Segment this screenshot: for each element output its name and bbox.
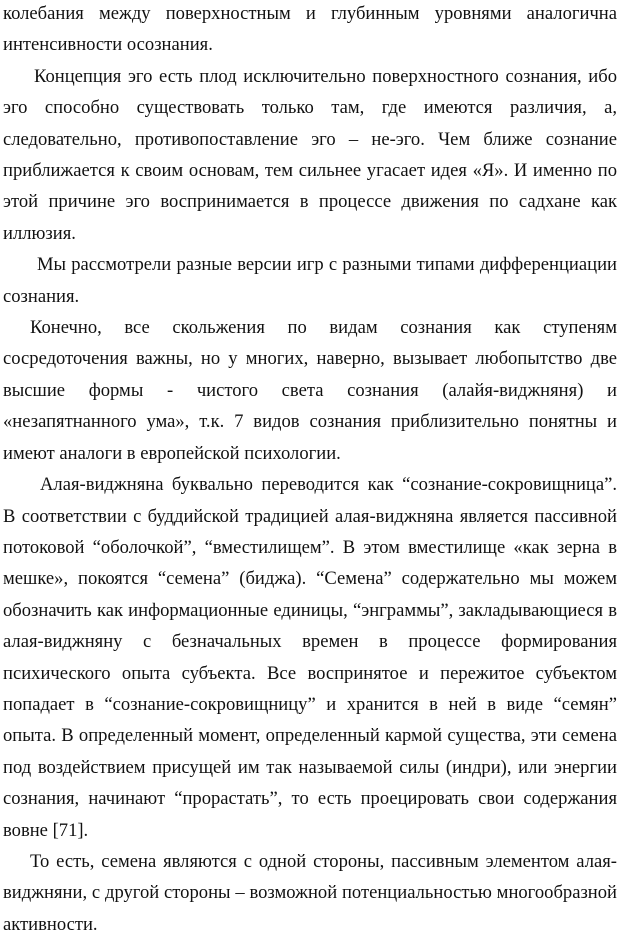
paragraph-higher-forms: Конечно, все скольжения по видам сознания как ступеням сосредоточения важны, но у многих, наверно, вызывает любопытство две высшие формы - чистого света сознания (алайя-виджняня) и «незапятнанного ума», т.к. 7 видов сознания приблизительно понятны и имеют аналоги в европейской психологии. xyxy=(3,317,617,464)
paragraph-ego-concept: Концепция эго есть плод исключительно поверхностного сознания, ибо эго способно существовать только там, где имеются различия, а, следовательно, противопоставление эго – не-эго. Чем ближе сознание приближается к своим основам, тем сильнее угасает идея «Я». И именно по этой причине эго воспринимается в процессе движения по садхане как иллюзия. xyxy=(3,65,617,244)
paragraph-game-versions: Мы рассмотрели разные версии игр с разными типами дифференциации сознания. xyxy=(3,254,617,307)
paragraph-seeds: То есть, семена являются с одной стороны, пассивным элементом алая-виджняни, с другой стороны – возможной потенциальностью многообразной активности. xyxy=(3,850,617,935)
paragraph-continuation: колебания между поверхностным и глубинным уровнями аналогична интенсивности осознания. xyxy=(3,3,617,56)
paragraph-alaya-vijnana: Алая-виджняна буквально переводится как “сознание-сокровищница”. В соответствии с буддийской традицией алая-виджняна является пассивной потоковой “оболочкой”, “вместилищем”. В этом вместилище «как зерна в мешке», покоятся “семена” (биджа). “Семена” содержательно мы можем обозначить как информационные единицы, “энграммы”, закладывающиеся в алая-виджняну с безначальных времен в процессе формирования психического опыта субъекта. Все воспринятое и пережитое субъектом попадает в “сознание-сокровищницу” и хранится в ней в виде “семян” опыта. В определенный момент, определенный кармой существа, эти семена под воздействием присущей им так называемой силы (индри), или энергии сознания, начинают “прорастать”, то есть проецировать свои содержания вовне [71]. xyxy=(3,474,617,841)
